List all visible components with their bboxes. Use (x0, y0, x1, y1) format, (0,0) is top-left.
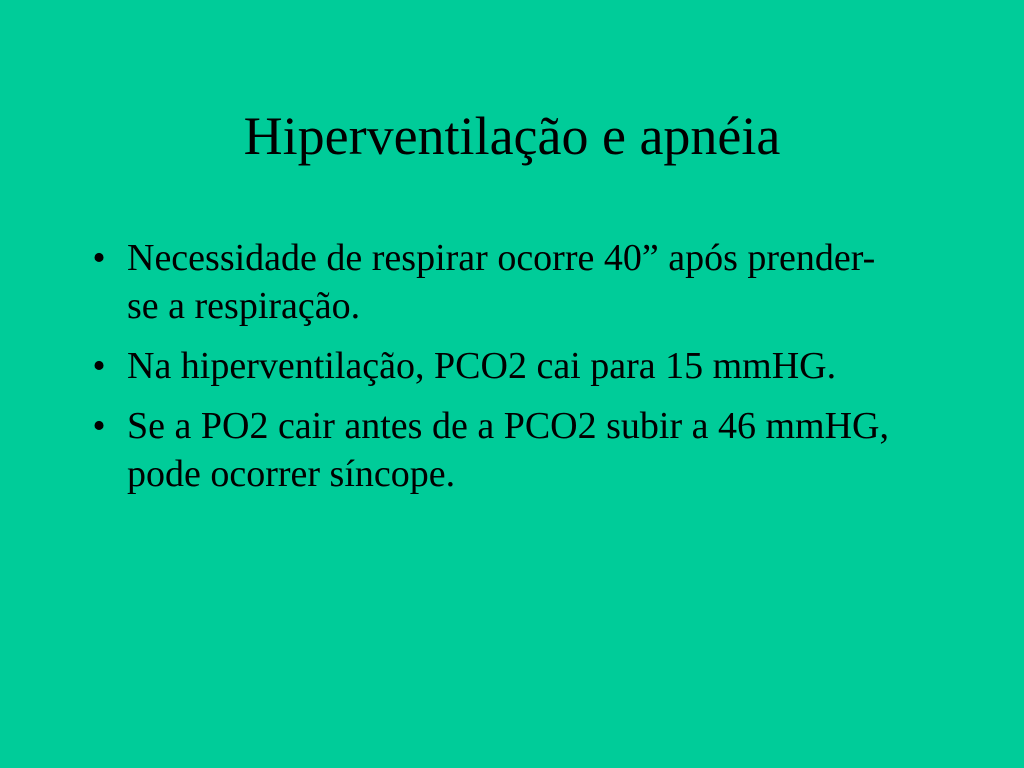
bullet-marker: • (92, 345, 106, 387)
bullet-item (84, 234, 904, 330)
bullet-text: Necessidade de respirar ocorre 40” após prender-se a respiração. (127, 237, 876, 327)
bullet-marker: • (92, 405, 106, 447)
bullet-text: Na hiperventilação, PCO2 cai para 15 mmHG. (127, 345, 837, 387)
bullet-list (84, 234, 904, 510)
slide-title: Hiperventilação e apnéia (243, 106, 781, 166)
bullet-text: Se a PO2 cair antes de a PCO2 subir a 46 mmHG, pode ocorrer síncope. (127, 405, 889, 495)
bullet-item (84, 402, 904, 498)
bullet-item (84, 342, 904, 390)
bullet-marker: • (92, 237, 106, 279)
